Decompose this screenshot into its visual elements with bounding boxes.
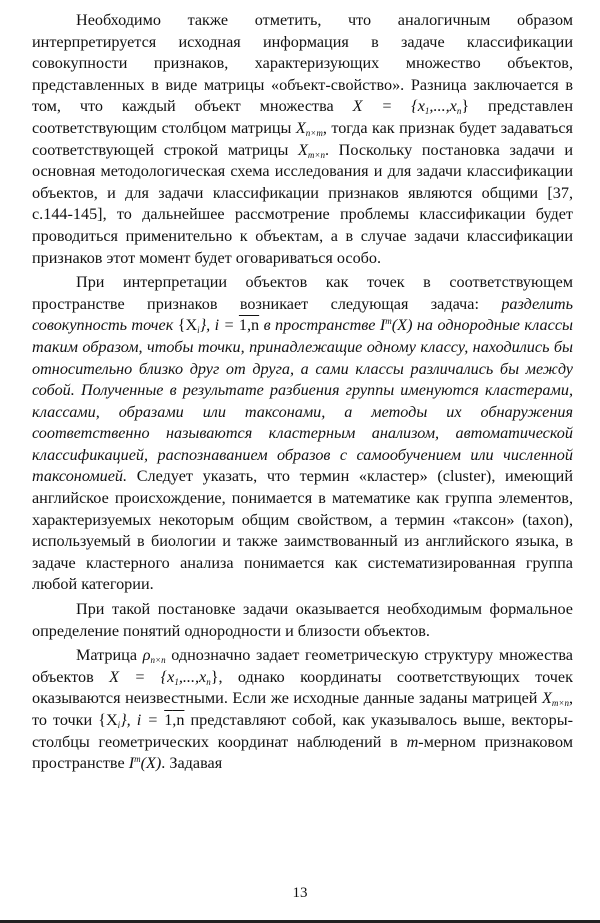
text-run: . Задавая <box>161 754 223 773</box>
text-run: представляют собой, как указывалось выше, векторы-столбцы геометрических координат наблюдений в <box>32 711 573 751</box>
paragraph-1 <box>32 10 573 269</box>
text-run: . Поскольку постановка задачи и основная методологическая схема исследования и для задачи классификации объектов, и для задачи классификации признаков являются общими [37, с.144-145], то дальнейшее рассмотрение проблемы классификации будет проводиться применительно к объектам, а в случае задачи классификации признаков этот момент будет оговариваться особо. <box>32 140 573 267</box>
text-run: При интерпретации объектов как точек в соответствующем пространстве признаков возникает следующая задача: <box>32 273 573 313</box>
formula-space: $I^m(X)$ <box>128 754 162 773</box>
text-run: , однако координаты соответствующих точек оказываются неизвестными. Если же исходные данные заданы матрицей <box>32 667 573 708</box>
formula-set-x: $X = \{x_1,...,x_n\}$ <box>352 97 470 117</box>
paragraph-4 <box>32 645 573 775</box>
formula-matrix-x: $X_{m\times n}$ <box>541 689 569 709</box>
text-run: Необходимо также отметить, что аналогичным образом интерпретируется исходная информация в задаче классификации совокупности признаков, характеризующих множество объектов, представленных в виде матрицы «объект-свойство». Разница заключается в том, что каждый объект множества <box>32 11 573 116</box>
italic-definition: разделить совокупность точек <box>32 294 573 335</box>
formula-point-set: $\{X_i\}$, i = 1,n <box>177 316 260 336</box>
formula-matrix-x: $X_{m\times n}$ <box>298 140 325 160</box>
paragraph-3: При такой постановке задачи оказывается необходимым формальное определение понятий однородности и близости объектов. <box>32 600 573 640</box>
formula-space: $I^m(X)$ <box>379 316 413 335</box>
italic-definition: на однородные классы таким образом, чтобы точки, принадлежащие одному классу, находились бы относительно близко друг от друга, а сами классы различались бы между собой. Полученные в результате разбиения группы именуются кластерами, классами, образами или таксонами, а методы их обнаружения соответственно называются кластерным анализом, автоматической классификацией, распознаванием образов с самообучением или численной таксономией. <box>32 316 573 486</box>
formula-rho: $\rho_{n\times n}$ <box>142 646 166 666</box>
text-run: представлен соответствующим столбцом матрицы <box>32 97 573 137</box>
text-run: , тогда как признак будет задаваться соответствующей строкой матрицы <box>32 118 574 159</box>
formula-set-x: $X = \{x_1,...,x_n\}$ <box>109 667 219 687</box>
paragraph-2 <box>32 272 573 596</box>
formula-matrix-x: $X_{n\times m}$ <box>295 118 323 138</box>
body-text <box>32 10 573 775</box>
text-run: однозначно задает геометрическую структуру множества объектов <box>32 646 573 686</box>
italic-definition: в пространстве <box>259 316 380 335</box>
page-number: 13 <box>292 885 308 901</box>
formula-m: m <box>406 732 419 751</box>
text-run: -мерном признаковом пространстве <box>32 732 573 773</box>
text-run: , то точки <box>32 689 573 729</box>
formula-point-set: $\{X_i\}$, i = 1,n <box>98 711 185 730</box>
text-run: Матрица <box>76 646 143 665</box>
text-run: Следует указать, что термин «кластер» (cluster), имеющий английское происхождение, понимается в математике как группа элементов, характеризуемых некоторым общим свойством, а термин «таксон» (taxon), используемый в биологии и также заимствованный из английского языка, в задаче кластерного анализа понимается как систематизированная группа любой категории. <box>32 467 573 594</box>
